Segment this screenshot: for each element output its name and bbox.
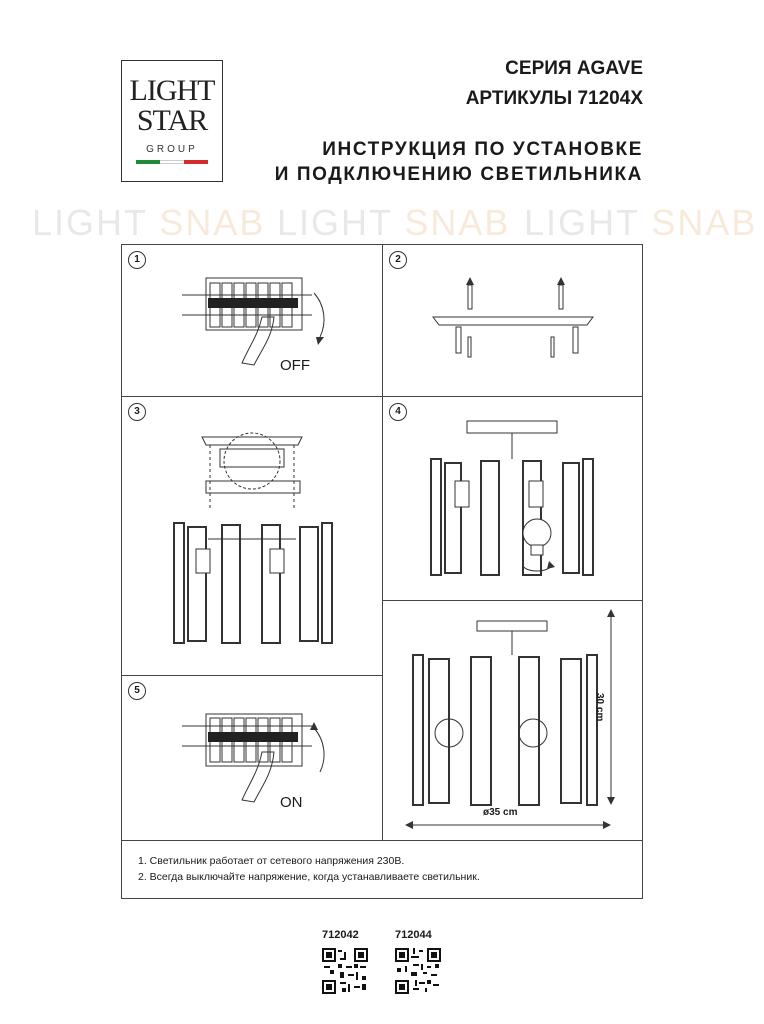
breaker-off-illustration (122, 245, 384, 398)
logo-line-1: LIGHT (129, 74, 215, 107)
breaker-on-illustration (122, 676, 384, 842)
step-4-panel (382, 396, 643, 601)
brand-logo (121, 60, 223, 182)
qr-code-712044[interactable] (395, 948, 441, 994)
watermark: LIGHT SNAB (524, 202, 758, 243)
diameter-dimension: ø35 cm (483, 807, 518, 818)
note-2: 2. Всегда выключайте напряжение, когда устанавливаете светильник. (138, 871, 480, 883)
step-number: 3 (128, 403, 146, 421)
italian-flag-stripe (136, 160, 208, 164)
watermark: LIGHT SNAB (277, 202, 511, 243)
step-3-panel (121, 396, 383, 676)
step-5-panel (121, 675, 383, 841)
notes-box (121, 840, 643, 899)
assembly-illustration (122, 397, 384, 677)
off-label: OFF (280, 357, 310, 374)
height-dimension: 30 cm (594, 693, 605, 722)
watermark: LIGHT SNAB (32, 202, 266, 243)
on-label: ON (280, 794, 303, 811)
step-2-panel (382, 244, 643, 397)
series-title: СЕРИЯ AGAVE (505, 58, 643, 79)
mounting-bracket-illustration (383, 245, 644, 398)
logo-line-2: STAR (136, 104, 208, 137)
qr-label-2: 712044 (395, 929, 432, 941)
note-1: 1. Светильник работает от сетевого напряжения 230В. (138, 855, 405, 867)
step-1-panel (121, 244, 383, 397)
qr-code-712042[interactable] (322, 948, 368, 994)
bulb-install-illustration (383, 397, 644, 602)
article-numbers: АРТИКУЛЫ 71204X (465, 88, 643, 109)
step-number: 2 (389, 251, 407, 269)
instruction-title-line-2: И ПОДКЛЮЧЕНИЮ СВЕТИЛЬНИКА (274, 164, 643, 185)
step-number: 1 (128, 251, 146, 269)
dimensions-illustration (383, 601, 644, 842)
qr-label-1: 712042 (322, 929, 359, 941)
step-number: 4 (389, 403, 407, 421)
instruction-title-line-1: ИНСТРУКЦИЯ ПО УСТАНОВКЕ (322, 139, 643, 160)
logo-line-3: GROUP (146, 144, 198, 155)
dimensions-panel (382, 600, 643, 841)
step-number: 5 (128, 682, 146, 700)
